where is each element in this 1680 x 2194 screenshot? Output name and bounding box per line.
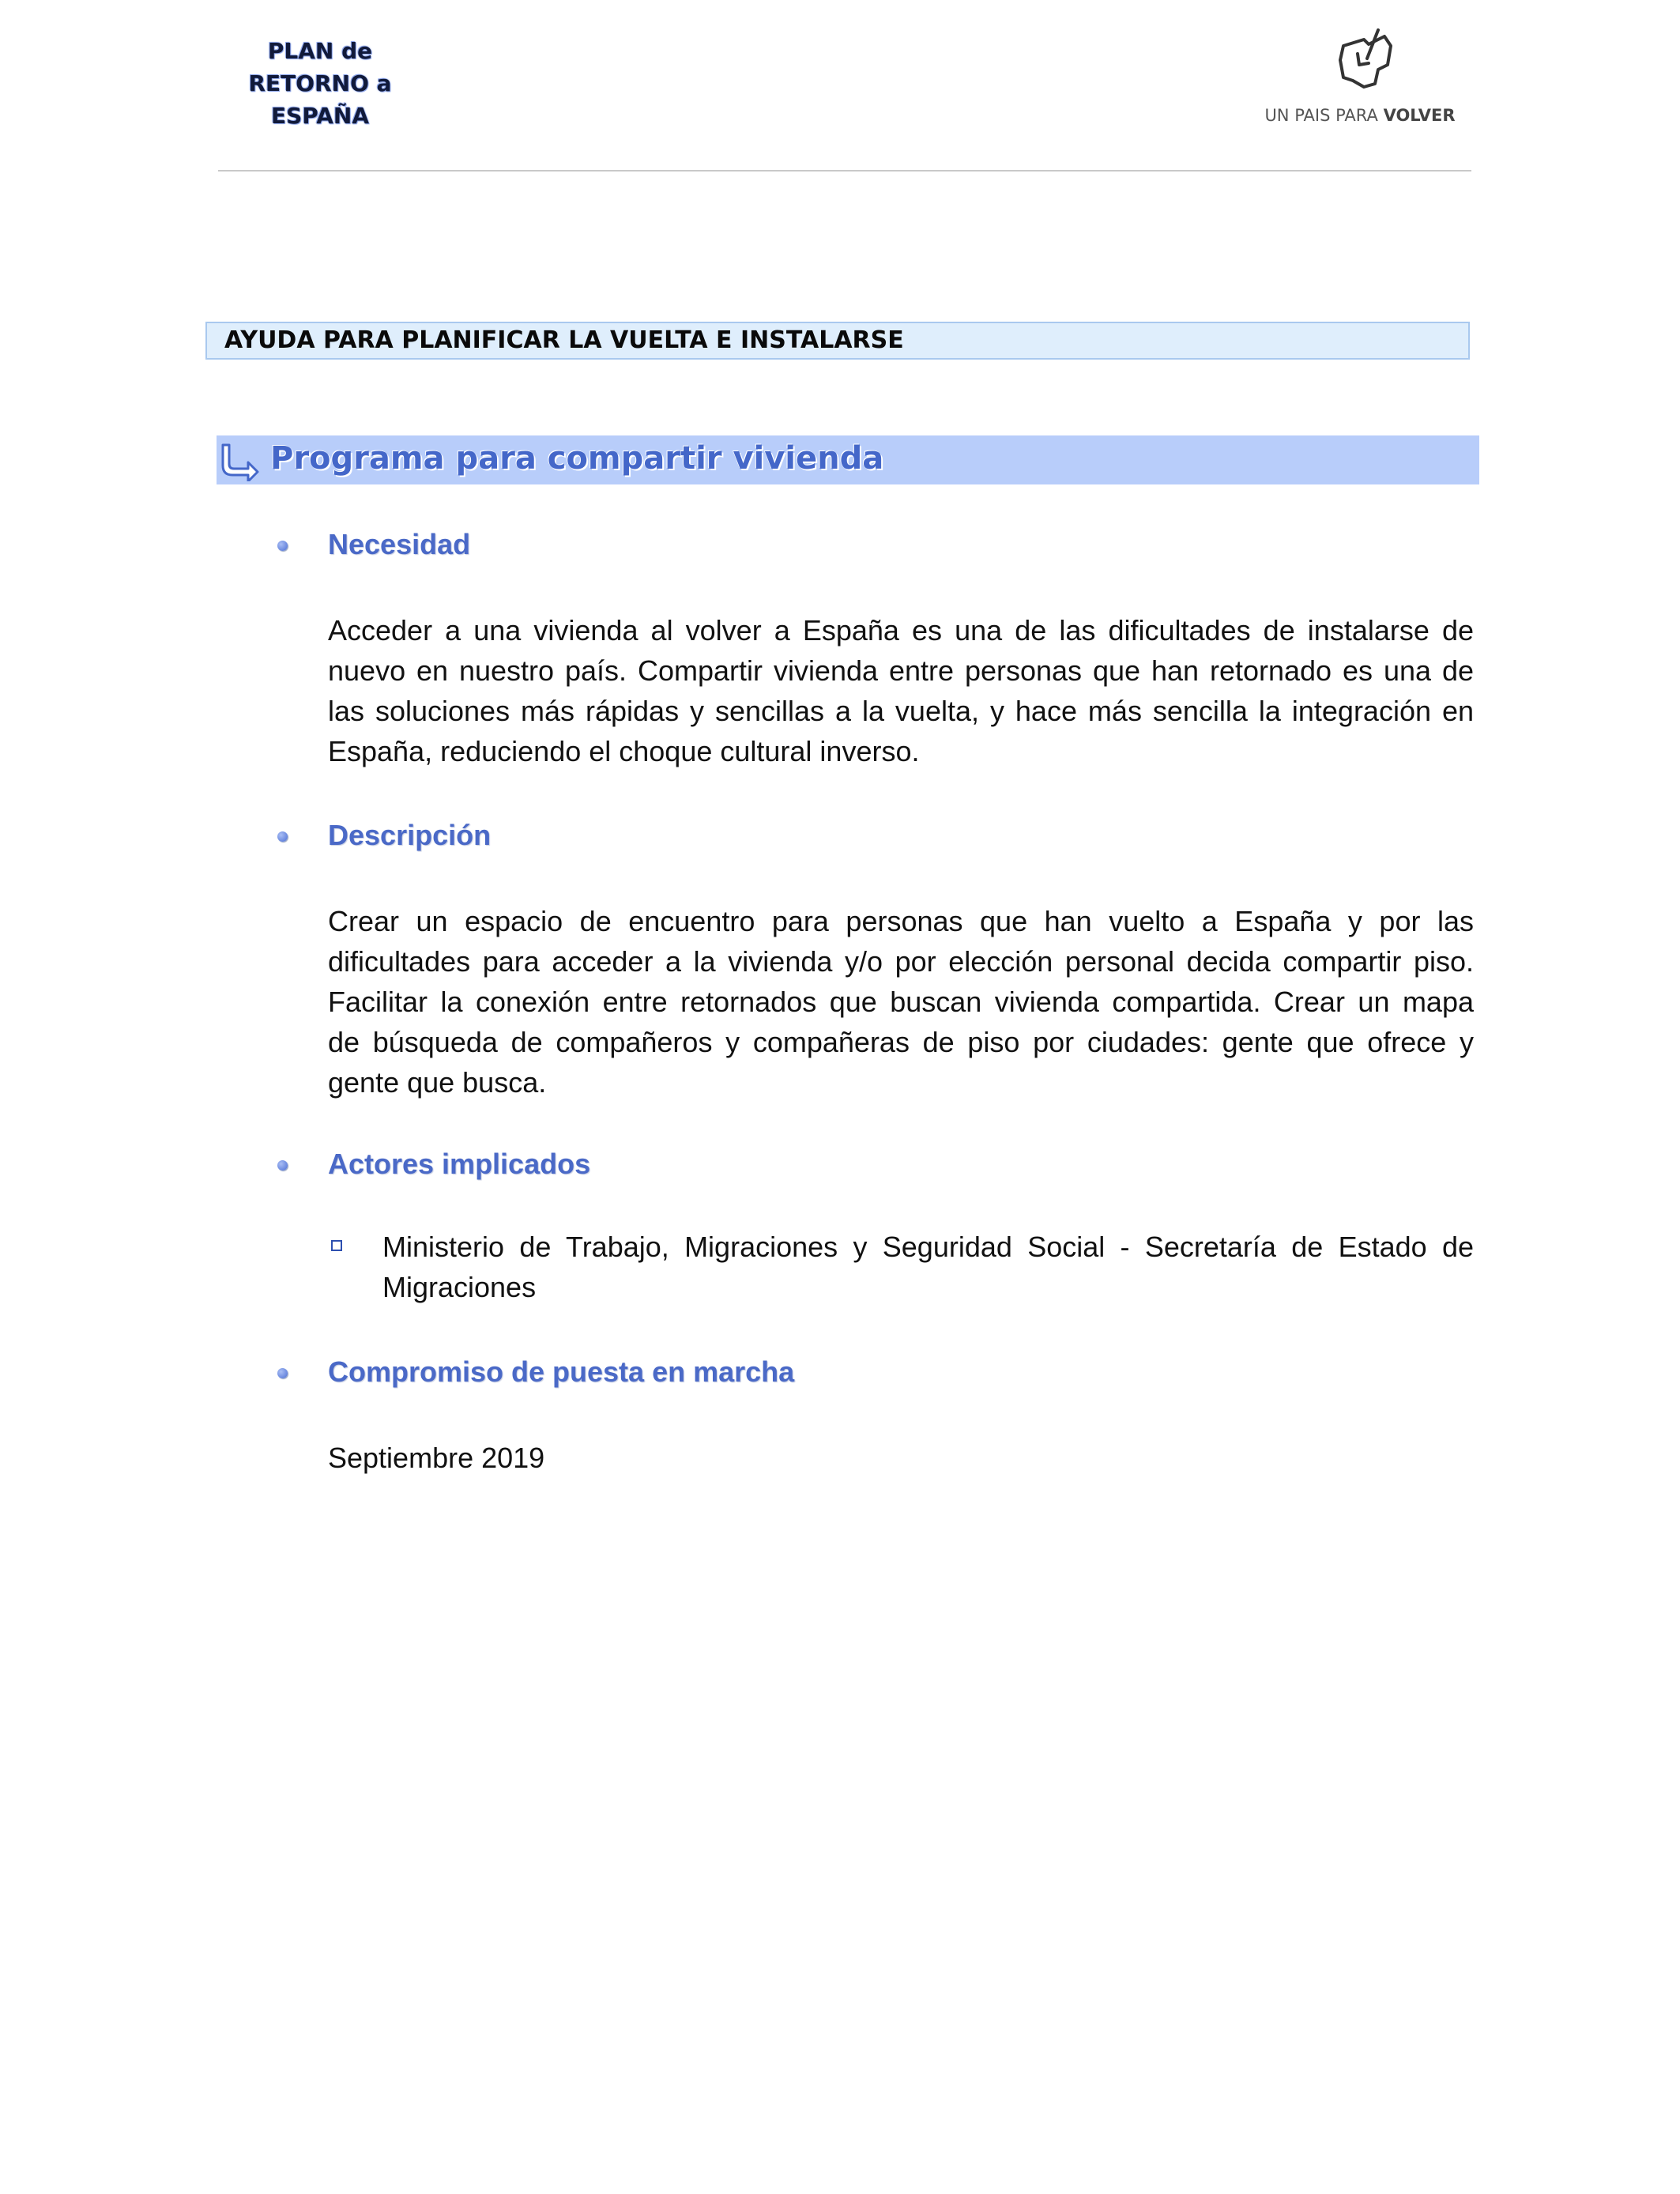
- heading-compromiso: Compromiso de puesta en marcha: [328, 1355, 795, 1388]
- heading-necesidad: Necesidad: [328, 528, 471, 560]
- checkbox-bullet-icon: [331, 1240, 342, 1251]
- return-arrow-icon: [221, 440, 262, 481]
- list-item-line: Ministerio de Trabajo, Migraciones y Seguridad Social - Secretaría de Estado de: [382, 1231, 1474, 1263]
- paragraph-line: nuevo en nuestro país. Compartir vivienda entre personas que han retornado es una de: [328, 654, 1474, 687]
- map-arrow-icon: [1332, 28, 1399, 95]
- paragraph-compromiso: [328, 1438, 1474, 1478]
- paragraph-necesidad: [328, 610, 1474, 771]
- un-pais-para-volver-logo: [1261, 28, 1459, 131]
- brand-text-bold: VOLVER: [1383, 106, 1456, 125]
- bullet-icon: [277, 831, 288, 842]
- plan-retorno-logo: [237, 35, 403, 132]
- paragraph-line: dificultades para acceder a la vivienda y/o por elección personal decida compartir piso.: [328, 945, 1474, 978]
- paragraph-line: de búsqueda de compañeros y compañeras de piso por ciudades: gente que ofrece y: [328, 1026, 1474, 1058]
- actor-list-item: [382, 1227, 1474, 1307]
- list-item-line: Migraciones: [382, 1271, 537, 1303]
- heading-actores: Actores implicados: [328, 1148, 591, 1180]
- plan-logo-line: ESPAÑA: [270, 103, 370, 129]
- brand-text-normal: UN PAIS PARA: [1264, 106, 1378, 125]
- bullet-icon: [277, 541, 288, 551]
- compromiso-date: Septiembre 2019: [328, 1442, 545, 1474]
- plan-logo-line: PLAN de: [267, 38, 373, 64]
- paragraph-line: Acceder a una vivienda al volver a España es una de las dificultades de instalarse de: [328, 614, 1474, 647]
- bullet-icon: [277, 1160, 288, 1171]
- bullet-icon: [277, 1368, 288, 1378]
- paragraph-line: las soluciones más rápidas y sencillas a la vuelta, y hace más sencilla la integración en: [328, 695, 1474, 727]
- paragraph-descripcion: [328, 901, 1474, 1103]
- program-title: Programa para compartir vivienda: [270, 440, 884, 477]
- paragraph-line: España, reduciendo el choque cultural inverso.: [328, 735, 920, 767]
- heading-descripcion: Descripción: [328, 819, 492, 851]
- header-divider: [218, 170, 1471, 172]
- section-title: AYUDA PARA PLANIFICAR LA VUELTA E INSTALARSE: [205, 322, 1470, 360]
- paragraph-line: gente que busca.: [328, 1066, 547, 1099]
- paragraph-line: Crear un espacio de encuentro para personas que han vuelto a España y por las: [328, 905, 1474, 937]
- brand-tagline: [1261, 106, 1459, 125]
- plan-logo-line: RETORNO a: [248, 70, 392, 96]
- paragraph-line: Facilitar la conexión entre retornados que buscan vivienda compartida. Crear un mapa: [328, 986, 1474, 1018]
- program-title-bar: [217, 435, 1479, 484]
